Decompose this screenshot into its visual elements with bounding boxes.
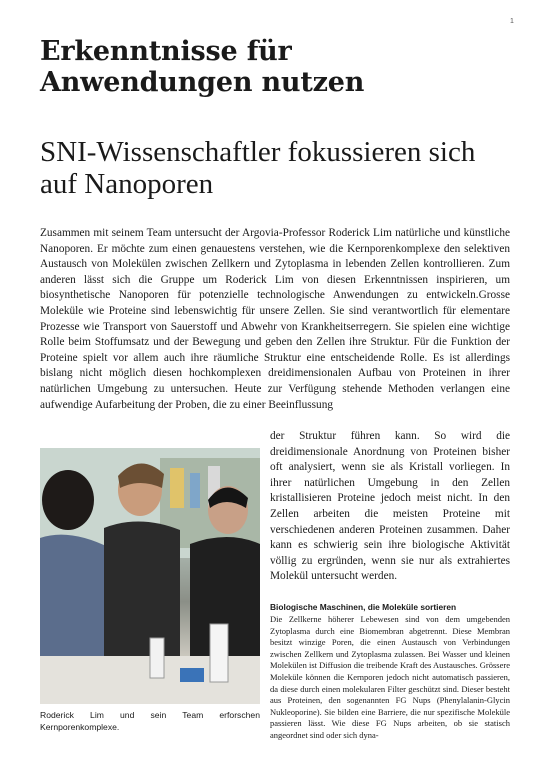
section-body-paragraph: Die Zellkerne höherer Lebewesen sind von dem umgebenden Zytoplasma durch eine Biomembran abgetrennt. Diese Membran besitzt winzige Poren, die einen Austausch von Verbindungen zwischen Zellkern und Zytoplasma zulassen. Bei Wasser und kleinen Molekülen ist Diffusion die treibende Kraft des Austausches. Grössere Moleküle können die Kernporen jedoch nicht automatisch passieren, da diese durch einen molekularen Filter geschützt sind. Dieser besteht aus Proteinen, den sogenannten FG Nups (Phenylalanin-Glycin Nukleoporine). Sie bilden eine Barriere, die nur spezifische Moleküle passieren lässt. Wie diese FG Nups arbeiten, ob sie statisch angeordnet sind oder sich dyna-: [270, 614, 510, 740]
section-heading: Biologische Maschinen, die Moleküle sortieren: [270, 602, 457, 612]
article-continued-paragraph: der Struktur führen kann. So wird die dreidimensionale Anordnung von Proteinen bisher oft analysiert, wenn sie als Kristall vorliegen. In ihrer natürlichen Umgebung in den Zellen kristallisieren Proteine jedoch meist nicht. In den Zellen arbeiten die meisten Proteine mit verschiedenen anderen Proteinen zusammen. Daher kann es schwierig sein ihre biologische Aktivität völlig zu ergründen, wenn sie nur als extrahiertes Molekül untersucht werden.: [270, 430, 510, 583]
page-headline: Erkenntnisse für Anwendungen nutzen: [40, 36, 365, 98]
team-photo-illustration: [40, 448, 260, 704]
photo-caption: Roderick Lim und sein Team erforschen Kernporenkomplexe.: [40, 710, 260, 732]
article-intro-paragraph: Zusammen mit seinem Team untersucht der Argovia-Professor Roderick Lim natürliche und künstliche Nanoporen. Er möchte zum einen genauestens verstehen, wie die Kernporenkomplexe den selektiven Austausch von Molekülen zwischen Zellkern und Zytoplasma in lebenden Zellen kontrollieren. Zum anderen lässt sich die Gruppe um Roderick Lim von diesen Erkenntnissen inspirieren, um biosynthetische Nanoporen für potenzielle technologische Anwendungen zu entwickeln.Grosse Moleküle wie Proteine sind lebenswichtig für unsere Zellen. Sie sind verantwortlich für elementare Prozesse wie Transport von Sauerstoff und Abwehr von Krankheitserregern. Sie spielen eine wichtige Rolle beim Stoffumsatz und der Bewegung und geben den Zellen ihre Struktur. Für die Funktion der Proteine spielt vor allem auch ihre räumliche Struktur eine entscheidende Rolle. Es ist allerdings bislang nicht möglich diesen hochkomplexen dreidimensionalen Aufbau von Proteinen in ihrer natürlichen Umgebung zu untersuchen. Heute zur Verfügung stehende Methoden verlangen eine aufwendige Aufarbeitung der Proben, die zu einer Beeinflussung: [40, 227, 510, 411]
page-number: 1: [510, 18, 514, 25]
team-photo: [40, 448, 260, 704]
page-subheadline: SNI-Wissenschaftler fokussieren sich auf Nanoporen: [40, 136, 476, 200]
